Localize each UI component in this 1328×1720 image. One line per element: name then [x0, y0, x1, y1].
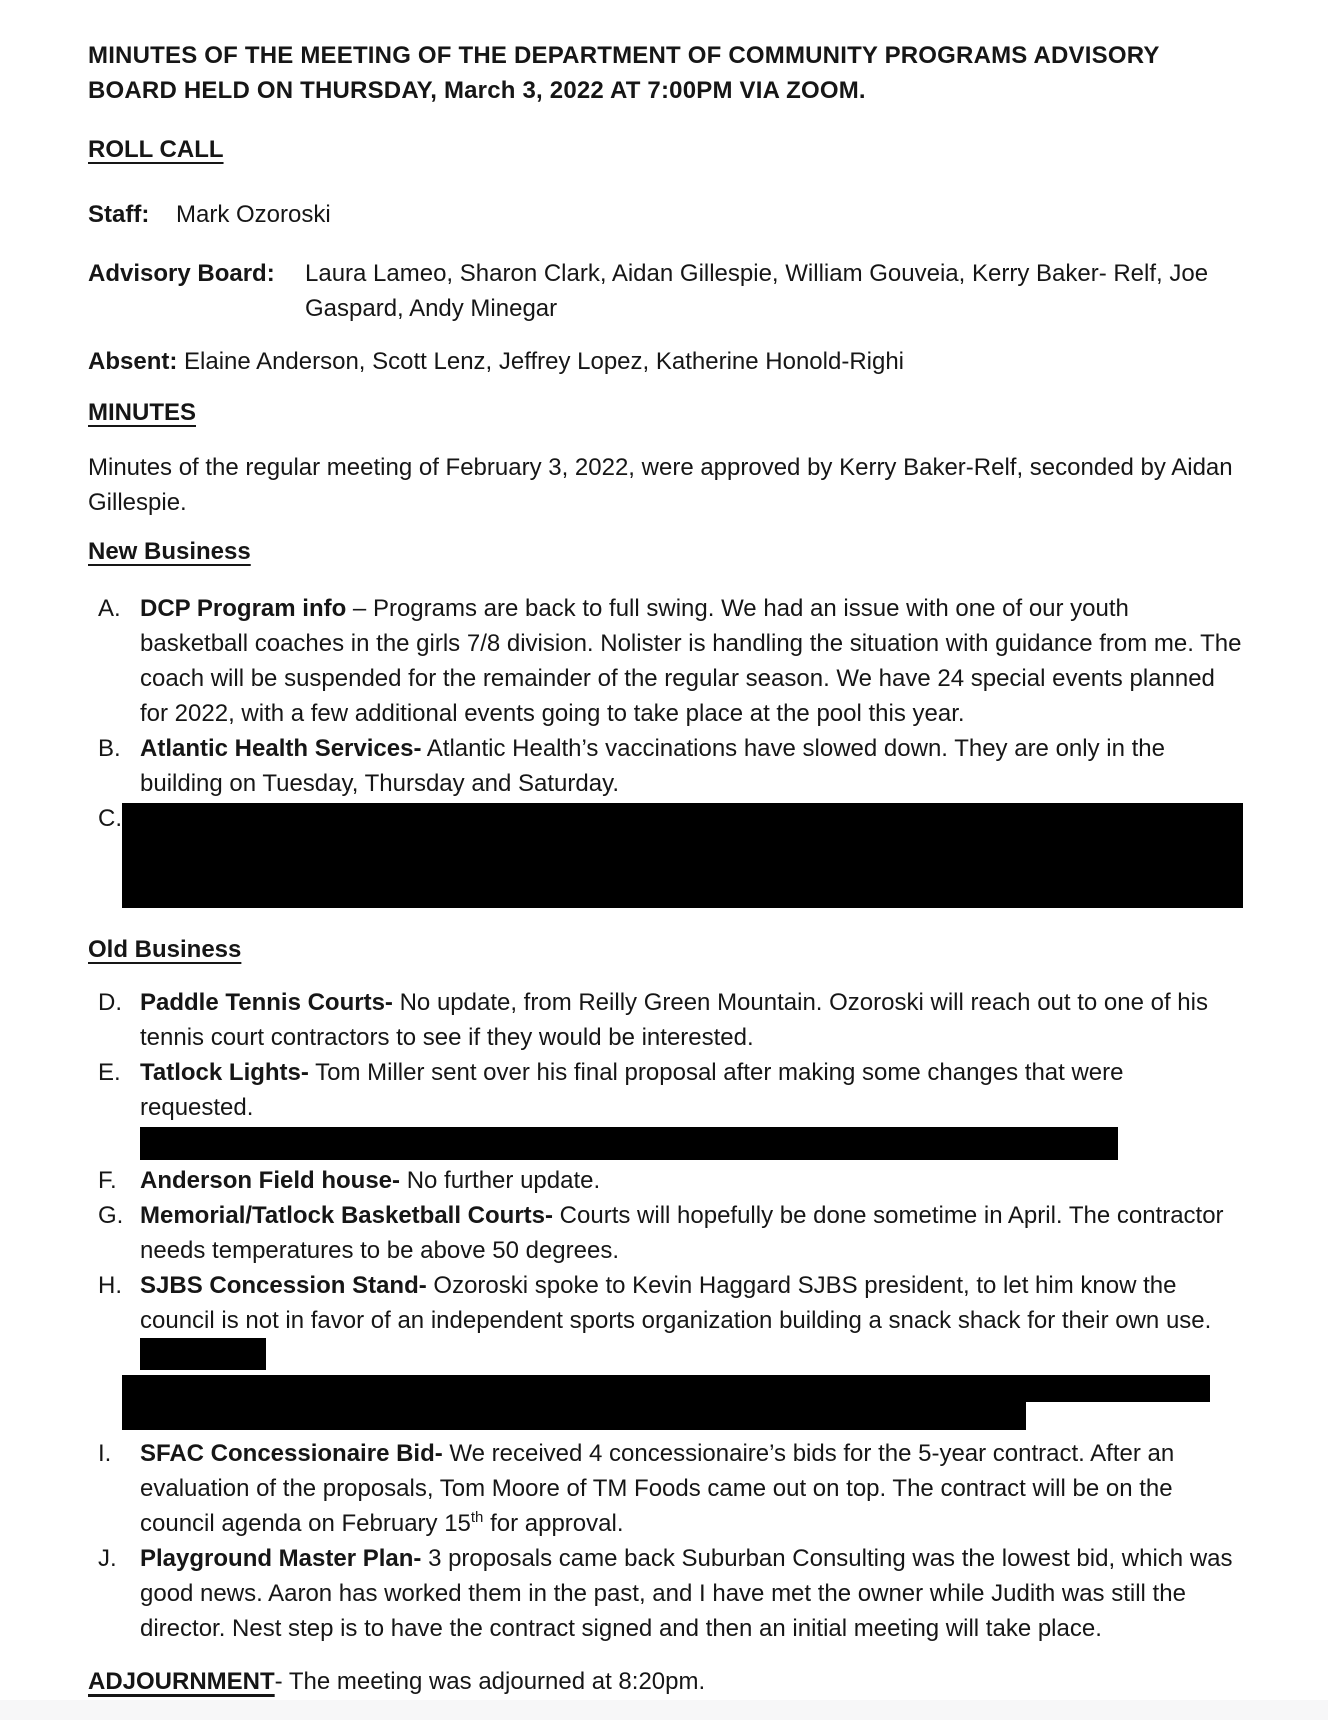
redaction-box — [122, 803, 1243, 908]
item-text: Ozoroski spoke to Kevin Haggard SJBS president, to let him know the council is not in favor of an independent sports organization building a snack shack for their own use. — [140, 1272, 1212, 1334]
list-item-g — [88, 1198, 1242, 1268]
list-item-b — [88, 731, 1242, 801]
item-superscript: th — [470, 1509, 484, 1526]
absent-value: Elaine Anderson, Scott Lenz, Jeffrey Lopez, Katherine Honold-Righi — [177, 348, 905, 375]
list-item-c — [88, 801, 1242, 908]
item-title: SJBS Concession Stand- — [140, 1272, 427, 1299]
list-item-d — [88, 985, 1242, 1055]
item-letter: F. — [98, 1167, 117, 1194]
item-letter: E. — [98, 1059, 121, 1086]
item-body — [140, 1541, 1242, 1646]
item-title: Atlantic Health Services- — [140, 735, 422, 762]
old-business-heading: Old Business — [88, 936, 242, 963]
item-letter: A. — [98, 595, 121, 622]
item-body — [140, 801, 1243, 908]
item-text: No further update. — [406, 1167, 601, 1194]
item-text: Tom Miller sent over his final proposal after making some changes that were requested. — [140, 1059, 1124, 1121]
item-text: Atlantic Health’s vaccinations have slowed down. They are only in the building on Tuesday, Thursday and Saturday. — [140, 735, 1165, 797]
item-title: SFAC Concessionaire Bid- — [140, 1440, 443, 1467]
item-letter: B. — [98, 735, 121, 762]
absent-row — [88, 344, 1242, 379]
item-title: Tatlock Lights- — [140, 1059, 309, 1086]
page-bottom-scan-strip — [0, 1700, 1328, 1720]
staff-label: Staff: — [88, 201, 150, 228]
redaction-bar — [122, 1402, 1026, 1430]
list-item-e — [88, 1055, 1242, 1163]
item-title: Memorial/Tatlock Basketball Courts- — [140, 1202, 553, 1229]
item-body — [140, 1198, 1242, 1268]
item-text: Courts will hopefully be done sometime in April. The contractor needs temperatures to be above 50 degrees. — [140, 1202, 1224, 1264]
list-item-i — [88, 1436, 1242, 1541]
item-body — [140, 1055, 1242, 1163]
staff-row — [88, 197, 1242, 232]
advisory-board-row — [88, 256, 1242, 326]
item-body — [140, 1163, 1242, 1198]
redaction-bar — [122, 1375, 1210, 1402]
item-text: – Programs are back to full swing. We had an issue with one of our youth basketball coaches in the girls 7/8 division. Nolister is handling the situation with guidance from me. The coach will be suspended for the remainder of the regular season. We have 24 special events planned for 2022, with a few additional events going to take place at the pool this year. — [140, 595, 1242, 727]
new-business-list — [88, 591, 1242, 908]
item-title: DCP Program info — [140, 595, 347, 622]
list-item-f — [88, 1163, 1242, 1198]
item-letter: I. — [98, 1440, 112, 1467]
item-letter: J. — [98, 1545, 117, 1572]
redaction-box — [140, 1338, 266, 1370]
absent-label: Absent: — [88, 348, 178, 375]
redaction-bar — [140, 1127, 1118, 1160]
item-body — [140, 1436, 1242, 1541]
item-text: 3 proposals came back Suburban Consulting was the lowest bid, which was good news. Aaron has worked them in the past, and I have met the owner while Judith was still the director. Nest step is to have the contract signed and then an initial meeting will take place. — [140, 1545, 1233, 1642]
item-body — [140, 591, 1242, 731]
item-body — [140, 985, 1242, 1055]
adjournment-heading: ADJOURNMENT — [88, 1668, 275, 1695]
roll-call-heading: ROLL CALL — [88, 136, 224, 163]
item-text-end: for approval. — [483, 1510, 624, 1537]
document-title: MINUTES OF THE MEETING OF THE DEPARTMENT OF COMMUNITY PROGRAMS ADVISORY BOARD HELD ON THURSDAY, March 3, 2022 AT 7:00PM VIA ZOOM. — [88, 42, 1160, 104]
item-letter: D. — [98, 989, 122, 1016]
item-text: We received 4 concessionaire’s bids for the 5-year contract. After an evaluation of the proposals, Tom Moore of TM Foods came out on top. The contract will be on the council agenda on February 15 — [140, 1440, 1175, 1537]
old-business-list — [88, 985, 1242, 1646]
minutes-paragraph: Minutes of the regular meeting of February 3, 2022, were approved by Kerry Baker-Relf, seconded by Aidan Gillespie. — [88, 454, 1233, 516]
item-title: Anderson Field house- — [140, 1167, 401, 1194]
advisory-board-value: Laura Lameo, Sharon Clark, Aidan Gillespie, William Gouveia, Kerry Baker- Relf, Joe Gaspard, Andy Minegar — [305, 260, 1209, 322]
list-item-a — [88, 591, 1242, 731]
new-business-heading: New Business — [88, 538, 251, 565]
item-letter: H. — [98, 1272, 122, 1299]
staff-value: Mark Ozoroski — [176, 201, 331, 228]
item-title: Playground Master Plan- — [140, 1545, 422, 1572]
advisory-board-label: Advisory Board: — [88, 260, 275, 287]
adjournment-text: - The meeting was adjourned at 8:20pm. — [274, 1668, 706, 1695]
list-item-j — [88, 1541, 1242, 1646]
item-text: No update, from Reilly Green Mountain. Ozoroski will reach out to one of his tennis court contractors to see if they would be interested. — [140, 989, 1208, 1051]
item-title: Paddle Tennis Courts- — [140, 989, 393, 1016]
item-letter: C. — [98, 805, 122, 832]
item-body — [140, 731, 1242, 801]
item-body — [140, 1268, 1242, 1436]
item-letter: G. — [98, 1202, 124, 1229]
list-item-h — [88, 1268, 1242, 1436]
adjournment-row — [88, 1664, 1242, 1699]
minutes-heading: MINUTES — [88, 399, 196, 426]
